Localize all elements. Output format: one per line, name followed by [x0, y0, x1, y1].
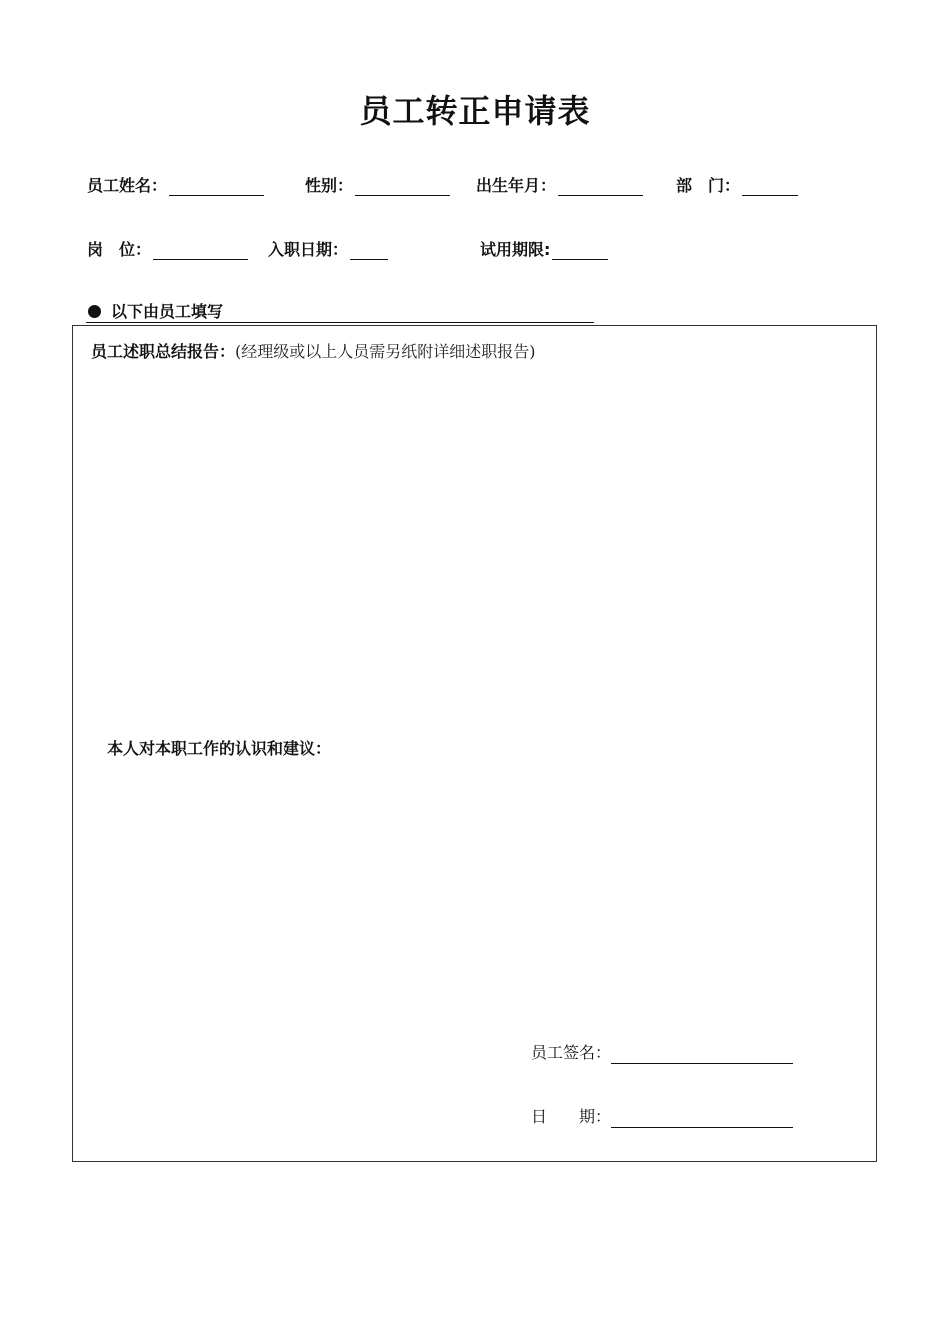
hire-date-input[interactable]: [350, 241, 388, 260]
department-input[interactable]: [742, 177, 798, 196]
gender-field: [305, 176, 450, 196]
probation-label: 试用期限:: [480, 240, 551, 259]
hire-date-label: 入职日期：: [268, 240, 349, 259]
sign-date-input[interactable]: [611, 1107, 793, 1128]
birth-date-field: [476, 176, 643, 196]
sign-date-row: [531, 1106, 793, 1128]
employee-name-label: 员工姓名：: [87, 176, 168, 195]
report-label: [91, 341, 536, 363]
position-field: [87, 240, 248, 260]
birth-date-input[interactable]: [558, 177, 643, 196]
opinion-label: 本人对本职工作的认识和建议：: [107, 739, 332, 758]
section-heading-label: 以下由员工填写: [111, 302, 224, 321]
probation-field: [480, 240, 608, 260]
probation-input[interactable]: [552, 241, 608, 260]
signature-row: [531, 1042, 793, 1064]
department-label: 部 门：: [676, 176, 741, 195]
report-title: 员工述职总结报告：: [91, 342, 236, 361]
report-note: (经理级或以上人员需另纸附详细述职报告): [235, 342, 536, 361]
employee-name-input[interactable]: [169, 177, 264, 196]
hire-date-field: [268, 240, 388, 260]
section-heading: [86, 301, 594, 323]
signature-label: 员工签名：: [531, 1043, 612, 1062]
employee-name-field: [87, 176, 264, 196]
gender-input[interactable]: [355, 177, 450, 196]
position-label: 岗 位：: [87, 240, 152, 259]
position-input[interactable]: [153, 241, 248, 260]
department-field: [676, 176, 798, 196]
birth-date-label: 出生年月：: [476, 176, 557, 195]
sign-date-label: 日 期：: [531, 1107, 612, 1126]
gender-label: 性别：: [305, 176, 354, 195]
signature-input[interactable]: [611, 1043, 793, 1064]
bullet-icon: [88, 305, 101, 318]
page-title: 员工转正申请表: [359, 92, 591, 130]
